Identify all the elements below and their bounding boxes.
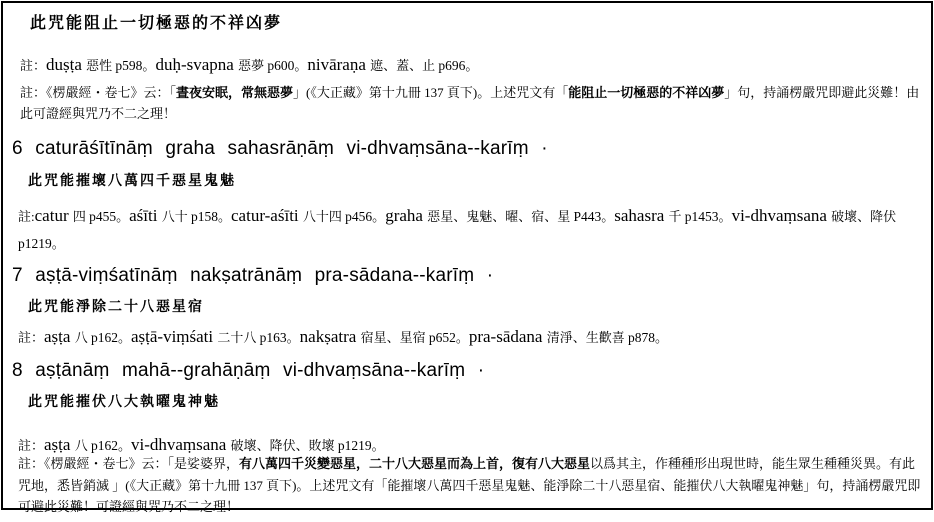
text-run: 。 — [218, 209, 232, 224]
section-7-meaning: 此咒能淨除二十八惡星宿 — [28, 300, 204, 315]
section-7-sanskrit-line: 7 aṣṭā-viṃśatīnāṃ nakṣatrānāṃ pra-sādana--karīṃ · — [12, 265, 494, 286]
text-run: nakṣatra — [299, 327, 361, 346]
text-run: catur-aśīti — [231, 206, 303, 225]
text-run: graha — [385, 206, 428, 225]
text-run: 八十四 — [302, 209, 346, 224]
text-run: 。 — [371, 438, 385, 453]
text-run: p696 — [438, 58, 466, 73]
section-8-citation-note — [18, 453, 926, 518]
text-run: 以爲其主，作種種形出現世時，能生眾生種種災異。有此咒地，悉皆銷滅 」(《大正藏》第十九冊 137 頁下)。上述咒文有「能摧壞八萬四千惡星鬼魅、能淨除二十八惡星宿、能摧伏八大執曜鬼神魅」句，持誦楞嚴咒即可避此災難！可證經與咒乃不二之理！ — [18, 456, 921, 514]
text-run: 」(《大正藏》第十九冊 137 頁下)。上述咒文有「 — [293, 85, 569, 100]
text-run: 。 — [116, 209, 130, 224]
text-run: aṣṭa — [44, 435, 75, 454]
text-run: pra-sādana — [468, 327, 547, 346]
section-8-meaning: 此咒能摧伏八大執曜鬼神魅 — [28, 395, 220, 410]
text-run: p652 — [428, 330, 456, 345]
text-run: 二十八 — [217, 330, 260, 345]
text-run: 千 — [668, 209, 685, 224]
text-run: vi-dhvaṃsana — [130, 435, 231, 454]
text-run: 。 — [142, 58, 156, 73]
text-run: p598 — [115, 58, 143, 73]
intro-vocabulary-note — [20, 52, 925, 78]
text-run: sahasra — [614, 206, 669, 225]
text-run: 惡夢 — [238, 58, 268, 73]
text-run: 能阻止一切極惡的不祥凶夢 — [568, 85, 725, 100]
section-7-vocabulary-note — [18, 324, 926, 351]
section-6-vocabulary-note — [18, 202, 926, 257]
text-run: aṣṭa — [44, 327, 75, 346]
text-run: 惡星、鬼魅、曜、宿、星 — [427, 209, 574, 224]
text-run: 。 — [286, 330, 300, 345]
text-run: p163 — [259, 330, 287, 345]
text-run: 。 — [654, 330, 668, 345]
text-run: 」句，持誦楞嚴咒即避此災難！由此可證經與咒乃不二之理！ — [20, 85, 920, 121]
text-run: 遮、蓋、止 — [370, 58, 439, 73]
text-run: 。 — [117, 330, 131, 345]
text-run: duḥ-svapna — [155, 55, 239, 74]
text-run: 有八萬四千災變惡星，二十八大惡星而為上首，復有八大惡星 — [239, 456, 591, 471]
text-run: 八十 — [161, 209, 191, 224]
text-run: 惡性 — [86, 58, 116, 73]
text-run: 八 — [74, 438, 91, 453]
text-run: p600 — [267, 58, 295, 73]
text-run: p162 — [90, 438, 118, 453]
text-run: 註：《楞嚴經・卷七》云：「 — [20, 85, 177, 100]
text-run: 註： — [18, 330, 45, 345]
text-run: 晝夜安眠，常無惡夢 — [176, 85, 294, 100]
text-run: p162 — [90, 330, 118, 345]
text-run: p1219 — [18, 236, 52, 251]
text-run: p1219 — [337, 438, 372, 453]
text-run: 破壞、降伏 — [831, 209, 897, 224]
text-run: 八 — [74, 330, 91, 345]
text-run: 清淨、生歡喜 — [546, 330, 628, 345]
text-run: 註: — [18, 209, 35, 224]
text-run: 。 — [455, 330, 469, 345]
page-title: 此咒能阻止一切極惡的不祥凶夢 — [30, 15, 283, 32]
text-run: 註：《楞嚴經・卷七》云：「是娑婆界， — [18, 456, 240, 471]
section-6-sanskrit-line: 6 caturāśītīnāṃ graha sahasrāṇāṃ vi-dhvaṃsāna--karīṃ · — [12, 138, 548, 159]
text-run: 註： — [18, 438, 45, 453]
text-run: aṣṭā-viṃśati — [130, 327, 218, 346]
section-6-meaning: 此咒能摧壞八萬四千惡星鬼魅 — [28, 174, 236, 189]
text-run: vi-dhvaṃsana — [731, 206, 832, 225]
text-run: p158 — [191, 209, 218, 224]
text-run: p878 — [627, 330, 655, 345]
text-run: 。 — [718, 209, 732, 224]
text-run: nivāraṇa — [307, 55, 371, 74]
text-run: 。 — [465, 58, 479, 73]
text-run: P443 — [573, 209, 602, 224]
text-run: aśīti — [129, 206, 162, 225]
text-run: catur — [34, 206, 73, 225]
text-run: 。 — [601, 209, 615, 224]
text-run: 。 — [294, 58, 308, 73]
text-run: duṣṭa — [46, 55, 87, 74]
intro-citation-note — [20, 82, 922, 124]
text-run: 。 — [372, 209, 386, 224]
text-run: 註： — [20, 58, 47, 73]
text-run: p1453 — [684, 209, 719, 224]
text-run: 。 — [51, 236, 65, 251]
text-run: 宿星、星宿 — [360, 330, 429, 345]
text-run: 。 — [117, 438, 131, 453]
text-run: 四 — [72, 209, 90, 224]
text-run: p456 — [345, 209, 373, 224]
section-8-sanskrit-line: 8 aṣṭānāṃ mahā--grahāṇāṃ vi-dhvaṃsāna--karīṃ · — [12, 360, 485, 381]
text-run: p455 — [89, 209, 117, 224]
text-run: 破壞、降伏、敗壞 — [230, 438, 338, 453]
